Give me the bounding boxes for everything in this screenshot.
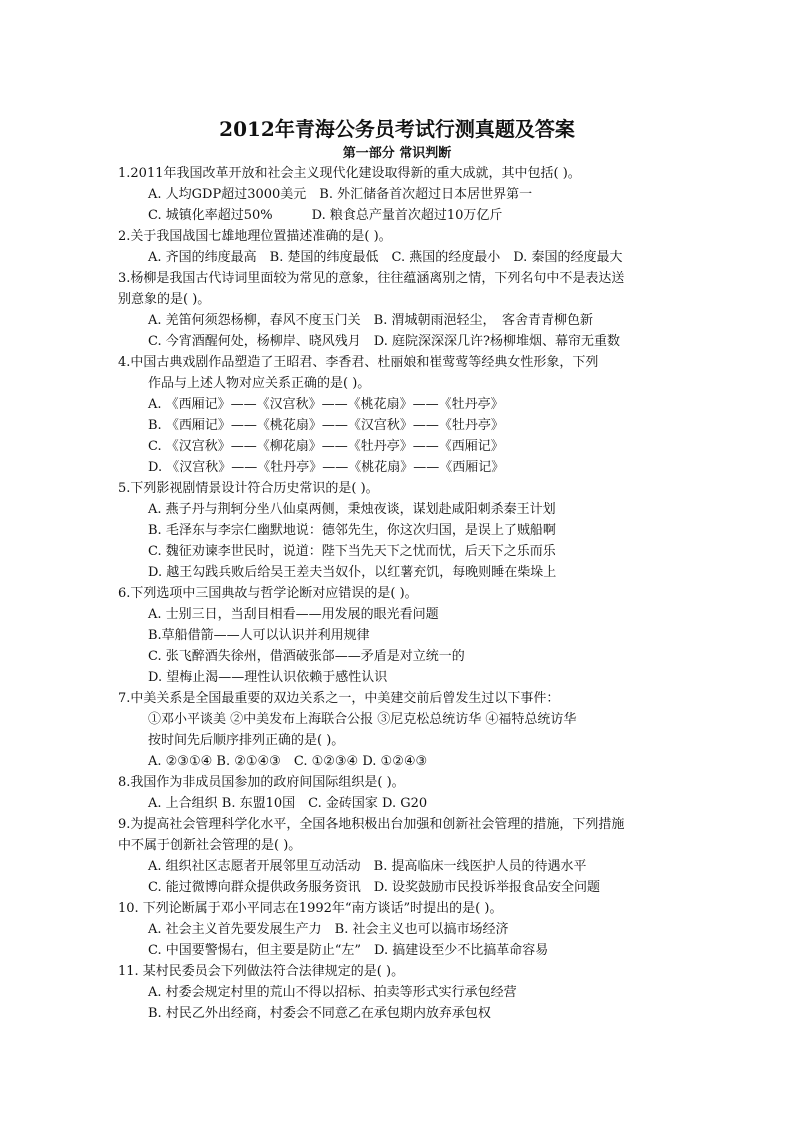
option-line: C. 今宵酒醒何处，杨柳岸、晓风残月 D. 庭院深深深几许?杨柳堆烟、幕帘无重数 <box>148 334 620 349</box>
question-line: 11. 某村民委员会下列做法符合法律规定的是( )。 <box>118 964 405 979</box>
option-line: D. 望梅止渴——理性认识依赖于感性认识 <box>148 670 388 685</box>
option-line: C. 中国要警惕右，但主要是防止“左” D. 搞建设至少不比搞革命容易 <box>148 943 549 958</box>
option-line: A. 上合组织 B. 东盟10国 C. 金砖国家 D. G20 <box>148 796 428 811</box>
option-line: B. 村民乙外出经商，村委会不同意乙在承包期内放弃承包权 <box>148 1006 491 1021</box>
option-line: B. 《西厢记》——《桃花扇》——《汉宫秋》——《牡丹亭》 <box>148 418 504 433</box>
option-line: C. 魏征劝谏李世民时，说道：陛下当先天下之忧而忧，后天下之乐而乐 <box>148 544 556 559</box>
option-line: A. 村委会规定村里的荒山不得以招标、拍卖等形式实行承包经营 <box>148 985 517 1000</box>
option-line: A. ②③①④ B. ②①④③ C. ①②③④ D. ①②④③ <box>148 754 428 769</box>
document-title: 2012年青海公务员考试行测真题及答案 <box>219 117 575 141</box>
section-heading: 第一部分 常识判断 <box>342 146 452 161</box>
question-line: 8.我国作为非成员国参加的政府间国际组织是( )。 <box>118 775 405 790</box>
question-line: 作品与上述人物对应关系正确的是( )。 <box>148 376 371 391</box>
question-line: 9.为提高社会管理科学化水平，全国各地积极出台加强和创新社会管理的措施，下列措施 <box>118 817 625 832</box>
question-line: 3.杨柳是我国古代诗词里面较为常见的意象，往往蕴涵离别之情，下列名句中不是表达送 <box>118 271 625 286</box>
option-line: C. 张飞醉酒失徐州，借酒破张郃——矛盾是对立统一的 <box>148 649 465 664</box>
option-line: B.草船借箭——人可以认识并利用规律 <box>148 628 370 643</box>
option-line: A. 社会主义首先要发展生产力 B. 社会主义也可以搞市场经济 <box>148 922 509 937</box>
question-line: 别意象的是( )。 <box>118 292 211 307</box>
option-line: B. 毛泽东与李宗仁幽默地说：德邻先生，你这次归国，是误上了贼船啊 <box>148 523 556 538</box>
option-line: C. 《汉宫秋》——《柳花扇》——《牡丹亭》——《西厢记》 <box>148 439 504 454</box>
option-line: A. 士别三日，当刮目相看——用发展的眼光看问题 <box>148 607 439 622</box>
option-line: D. 《汉宫秋》——《牡丹亭》——《桃花扇》——《西厢记》 <box>148 460 505 475</box>
option-line: C. 城镇化率超过50% D. 粮食总产量首次超过10万亿斤 <box>148 208 503 223</box>
option-line: A. 组织社区志愿者开展邻里互动活动 B. 提高临床一线医护人员的待遇水平 <box>148 859 587 874</box>
question-line: 4.中国古典戏剧作品塑造了王昭君、李香君、杜丽娘和崔莺莺等经典女性形象，下列 <box>118 355 599 370</box>
option-line: A. 人均GDP超过3000美元 B. 外汇储备首次超过日本居世界第一 <box>148 187 533 202</box>
option-line: C. 能过微博向群众提供政务服务资讯 D. 设奖鼓励市民投诉举报食品安全问题 <box>148 880 600 895</box>
question-line: 1.2011年我国改革开放和社会主义现代化建设取得新的重大成就，其中包括( )。 <box>118 166 581 181</box>
question-line: ①邓小平谈美 ②中美发布上海联合公报 ③尼克松总统访华 ④福特总统访华 <box>148 712 577 727</box>
option-line: A. 《西厢记》——《汉宫秋》——《桃花扇》——《牡丹亭》 <box>148 397 504 412</box>
option-line: A. 齐国的纬度最高 B. 楚国的纬度最低 C. 燕国的经度最小 D. 秦国的经度最大 <box>148 250 623 265</box>
option-line: D. 越王勾践兵败后给吴王差夫当奴仆，以红薯充饥，每晚则睡在柴垛上 <box>148 565 557 580</box>
question-line: 10. 下列论断属于邓小平同志在1992年“南方谈话”时提出的是( )。 <box>118 901 503 916</box>
question-line: 按时间先后顺序排列正确的是( )。 <box>148 733 345 748</box>
question-line: 中不属于创新社会管理的是( )。 <box>118 838 302 853</box>
question-line: 5.下列影视剧情景设计符合历史常识的是( )。 <box>118 481 379 496</box>
question-line: 7.中美关系是全国最重要的双边关系之一，中美建交前后曾发生过以下事件： <box>118 691 560 706</box>
question-line: 2.关于我国战国七雄地理位置描述准确的是( )。 <box>118 229 392 244</box>
option-line: A. 羌笛何须怨杨柳，春风不度玉门关 B. 渭城朝雨浥轻尘， 客舍青青柳色新 <box>148 313 593 328</box>
question-line: 6.下列选项中三国典故与哲学论断对应错误的是( )。 <box>118 586 418 601</box>
option-line: A. 燕子丹与荆轲分坐八仙桌两侧，秉烛夜谈，谋划赴咸阳刺杀秦王计划 <box>148 502 556 517</box>
